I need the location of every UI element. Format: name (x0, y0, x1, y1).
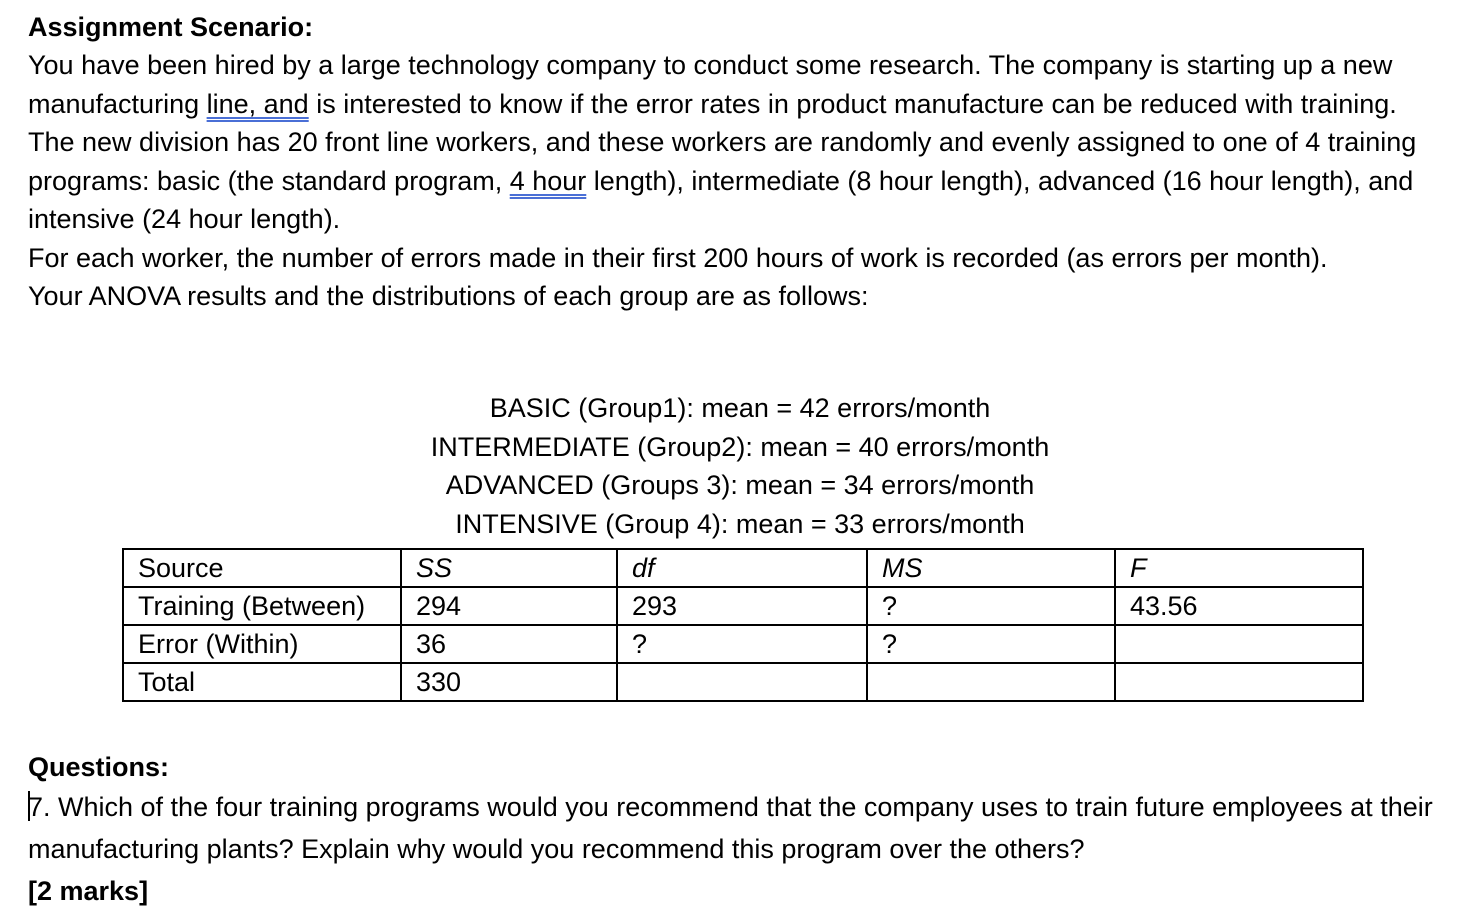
header-cell: SS (401, 549, 617, 587)
table-cell (867, 663, 1115, 701)
question-marks: [2 marks] (28, 876, 149, 906)
question-7-text: 7. Which of the four training programs would you recommend that the company uses to train future employees at their manufacturing plants? Explain why would you recommend this program over the others? (28, 792, 1433, 864)
questions-heading: Questions: (28, 752, 170, 782)
scenario-paragraph-2 (28, 123, 1448, 239)
table-cell: 293 (617, 587, 867, 625)
grammar-flagged-text[interactable]: 4 hour (509, 165, 587, 196)
p2-text-start: The new division has 20 front line workers, and these workers are randomly and evenly assigned to one of 4 training programs: basic (the standard program, (28, 127, 1417, 196)
anova-table (122, 548, 1364, 702)
p1-text-end: is interested to know if the error rates in product manufacture can be reduced with training. (308, 88, 1397, 119)
group-means (0, 389, 1458, 543)
question-7[interactable] (28, 786, 1448, 870)
group-mean-intensive: INTENSIVE (Group 4): mean = 33 errors/month (455, 508, 1025, 539)
scenario-paragraph-1 (28, 46, 1448, 123)
table-cell: Training (Between) (123, 587, 401, 625)
table-row (123, 587, 1363, 625)
table-header-row (123, 549, 1363, 587)
table-cell: 330 (401, 663, 617, 701)
questions-section (28, 748, 1448, 912)
p2-text-end: length), intermediate (8 hour length), advanced (16 hour length), and intensive (24 hour length). (28, 165, 1414, 234)
table-row (123, 625, 1363, 663)
table-row (123, 663, 1363, 701)
table-cell (617, 663, 867, 701)
scenario-paragraph-4: Your ANOVA results and the distributions of each group are as follows: (28, 281, 869, 311)
header-cell: Source (123, 549, 401, 587)
table-cell: 43.56 (1115, 587, 1363, 625)
scenario-paragraph-3: For each worker, the number of errors made in their first 200 hours of work is recorded (as errors per month). (28, 242, 1328, 273)
table-cell (1115, 663, 1363, 701)
header-cell: MS (867, 549, 1115, 587)
header-cell: df (617, 549, 867, 587)
group-mean-basic: BASIC (Group1): mean = 42 errors/month (489, 393, 991, 423)
scenario-heading: Assignment Scenario: (28, 12, 314, 42)
table-cell: 36 (401, 625, 617, 663)
table-cell: 294 (401, 587, 617, 625)
table-cell (1115, 625, 1363, 663)
header-cell: F (1115, 549, 1363, 587)
table-cell: Error (Within) (123, 625, 401, 663)
group-mean-intermediate: INTERMEDIATE (Group2): mean = 40 errors/month (430, 431, 1050, 462)
grammar-flagged-text[interactable]: line, and (206, 88, 309, 119)
p1-text-start: You have been hired by a large technology company to conduct some research. The company is starting up a new manufacturing (28, 50, 1393, 119)
table-cell: ? (867, 625, 1115, 663)
group-mean-advanced: ADVANCED (Groups 3): mean = 34 errors/month (445, 470, 1035, 500)
table-cell: ? (617, 625, 867, 663)
assignment-scenario (28, 8, 1448, 316)
table-cell: Total (123, 663, 401, 701)
table-cell: ? (867, 587, 1115, 625)
